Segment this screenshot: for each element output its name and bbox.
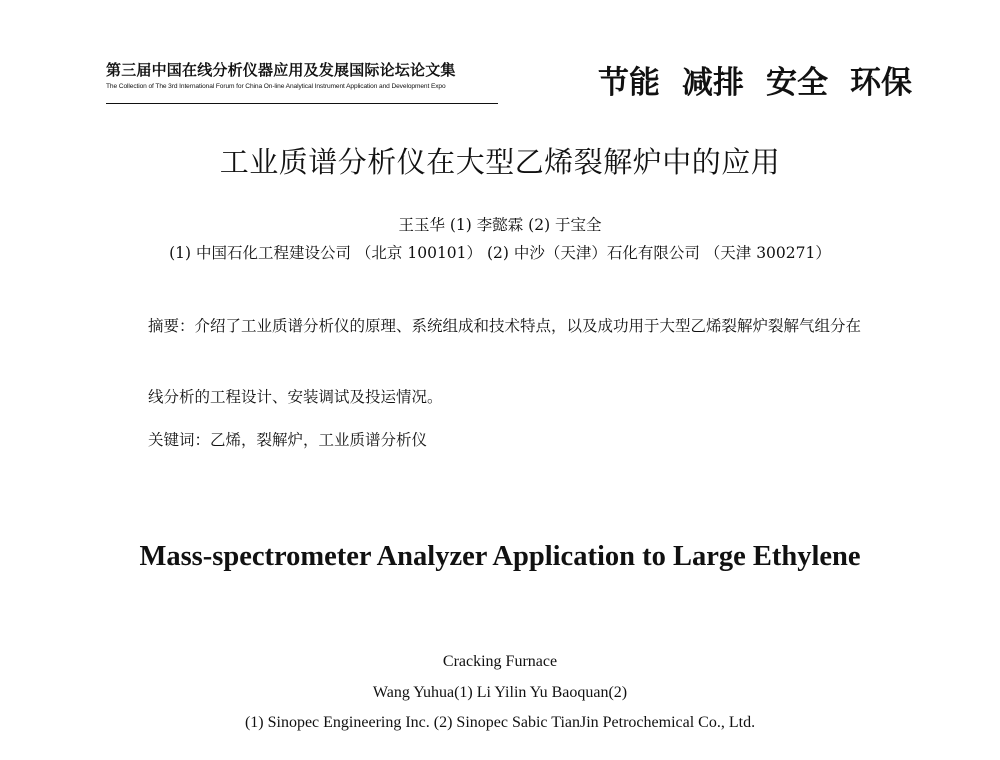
abstract (106, 313, 912, 340)
authors-cn: 王玉华 (1) 李懿霖 (2) 于宝全 (398, 216, 602, 234)
keywords: 关键词：乙烯，裂解炉，工业质谱分析仪 (148, 431, 428, 449)
slogan-word: 节能 (598, 65, 660, 101)
conference-subtitle: The Collection of The 3rd International Forum for China On-line Analytical Instrument Application and Development Expo (106, 83, 446, 90)
running-header (106, 60, 912, 112)
authors-en: Wang Yuhua(1) Li Yilin Yu Baoquan(2) (372, 684, 628, 701)
paper-title-en-continued: Cracking Furnace (442, 653, 558, 670)
affiliations-cn: (1) 中国石化工程建设公司 （北京 100101） (2) 中沙（天津）石化有限公司 （天津 300271） (169, 244, 831, 262)
slogan-word: 环保 (850, 65, 912, 101)
slogan-word: 安全 (766, 65, 828, 101)
slogan-word: 减排 (682, 65, 744, 101)
affiliations-en: (1) Sinopec Engineering Inc. (2) Sinopec Sabic TianJin Petrochemical Co., Ltd. (244, 714, 756, 731)
header-rule (106, 103, 498, 104)
paper-title-en: Mass-spectrometer Analyzer Application to Large Ethylene (139, 541, 861, 572)
abstract-continuation: 线分析的工程设计、安装调试及投运情况。 (148, 388, 443, 406)
conference-title: 第三届中国在线分析仪器应用及发展国际论坛论文集 (106, 61, 456, 79)
abstract-text: 摘要：介绍了工业质谱分析仪的原理、系统组成和技术特点，以及成功用于大型乙烯裂解炉裂解气组分在 (148, 317, 862, 335)
slogan (598, 64, 912, 102)
paper-title-cn: 工业质谱分析仪在大型乙烯裂解炉中的应用 (219, 145, 781, 179)
conference-block (106, 60, 526, 91)
